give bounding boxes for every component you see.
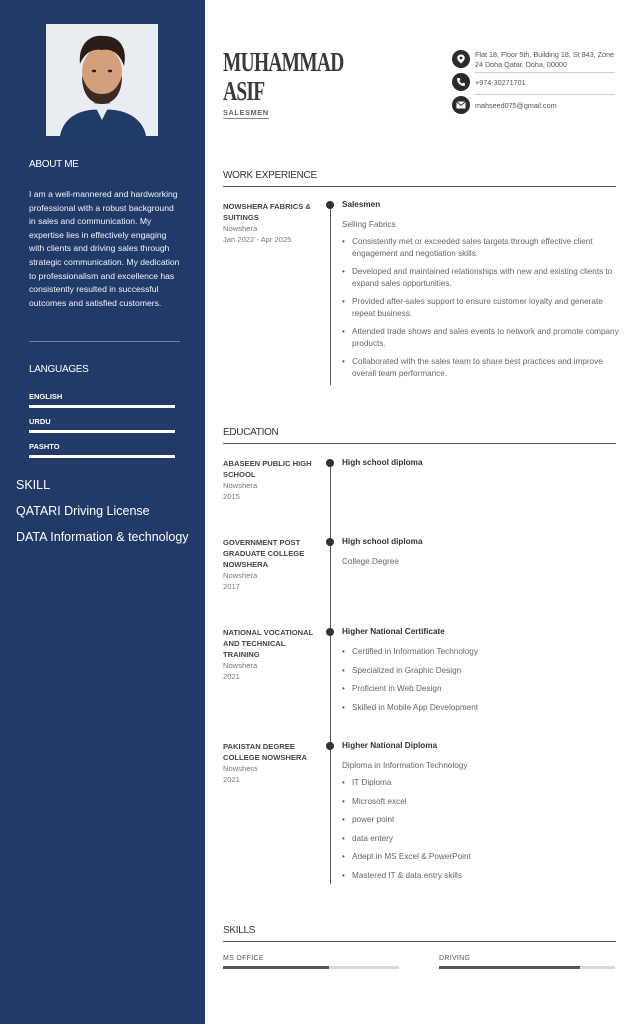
list-item: • Microsoft excel: [342, 796, 622, 808]
timeline-dot: [326, 538, 334, 546]
school-date: 2021: [223, 775, 240, 784]
job-bullets: [342, 236, 622, 379]
timeline-line: [330, 462, 331, 884]
job-role: SALESMEN: [223, 108, 269, 117]
skill-name: DRIVING: [439, 955, 471, 962]
language-item: [29, 392, 175, 408]
list-item: • Adept in MS Excel & PowerPoint: [342, 851, 622, 863]
language-level-bar: [29, 405, 175, 408]
education-entry-meta: [223, 458, 323, 502]
language-item: [29, 417, 175, 433]
employer-name: NOWSHERA FABRICS & SUITINGS: [223, 202, 311, 222]
languages-heading: LANGUAGES: [29, 364, 89, 375]
phone-text: +974-30271701: [475, 78, 526, 87]
work-entry-meta: [223, 201, 323, 245]
degree-title: Higher National Diploma: [342, 741, 438, 750]
degree-title: High school diploma: [342, 537, 423, 546]
school-date: 2021: [223, 672, 240, 681]
list-item: • Provided after-sales support to ensure customer loyalty and generate repeat business.: [342, 296, 622, 319]
degree-subtitle: College Degree: [342, 557, 399, 566]
degree-subtitle: Diploma in Information Technology: [342, 761, 468, 770]
work-entry-details: [342, 199, 622, 386]
list-item: • Consistently met or exceeded sales targets through effective client engagement and negotiation skills.: [342, 236, 622, 259]
school-location: Nowshera: [223, 764, 258, 773]
timeline-line: [330, 205, 331, 385]
school-location: Nowshera: [223, 571, 258, 580]
language-name: URDU: [29, 417, 51, 426]
section-rule: [223, 941, 616, 942]
timeline-dot: [326, 201, 334, 209]
list-item: • Skilled in Mobile App Development: [342, 702, 622, 714]
school-name: GOVERNMENT POST GRADUATE COLLEGE NOWSHERA: [223, 538, 305, 569]
employer-location: Nowshera: [223, 224, 258, 233]
education-entry-details: [342, 457, 622, 469]
language-item: [29, 442, 175, 458]
envelope-icon: [452, 96, 470, 114]
section-rule: [223, 443, 616, 444]
school-location: Nowshera: [223, 481, 258, 490]
sidebar-skill-item: QATARI Driving License: [16, 504, 150, 518]
first-name: MUHAMMAD: [223, 47, 344, 77]
sidebar-skill-item: DATA Information & technology: [16, 530, 189, 544]
work-experience-heading: WORK EXPERIENCE: [223, 170, 317, 181]
timeline-dot: [326, 628, 334, 636]
contact-divider: [475, 72, 615, 73]
list-item: • IT Diploma: [342, 777, 622, 789]
job-subtitle: Selling Fabrics: [342, 220, 396, 229]
timeline-dot: [326, 459, 334, 467]
education-entry-meta: [223, 627, 323, 682]
list-item: • power point: [342, 814, 622, 826]
phone-icon: [452, 73, 470, 91]
list-item: • data entery: [342, 833, 622, 845]
school-name: NATIONAL VOCATIONAL AND TECHNICAL TRAINING: [223, 628, 314, 659]
education-entry-details: [342, 536, 622, 568]
list-item: • Mastered IT & data entry skills: [342, 870, 622, 882]
school-name: PAKISTAN DEGREE COLLEGE NOWSHERA: [223, 742, 307, 762]
location-pin-icon: [452, 50, 470, 68]
school-date: 2017: [223, 582, 240, 591]
profile-photo: [46, 24, 158, 136]
school-date: 2015: [223, 492, 240, 501]
employment-date: Jan 2022 - Apr 2025: [223, 235, 292, 244]
about-text: I am a well-mannered and hardworking professional with a robust background in sales and communication. My expertise lies in effectively engaging with clients and driving sales through strategic communication. My dedication to professionalism and excellence has consistently resulted in successful outcomes and satisfied customers.: [29, 189, 180, 308]
language-level-bar: [29, 455, 175, 458]
degree-bullets: [342, 646, 622, 713]
education-entry-meta: [223, 537, 323, 592]
language-name: ENGLISH: [29, 392, 63, 401]
sidebar-divider: [29, 341, 180, 342]
list-item: • Specialized in Graphic Design: [342, 665, 622, 677]
skills-heading: SKILLS: [223, 925, 256, 936]
education-entry-meta: [223, 741, 323, 785]
school-name: ABASEEN PUBLIC HIGH SCHOOL: [223, 459, 312, 479]
list-item: • Collaborated with the sales team to share best practices and improve overall team performance.: [342, 356, 622, 379]
skill-name: MS OFFICE: [223, 955, 264, 962]
language-level-bar: [29, 430, 175, 433]
education-heading: EDUCATION: [223, 427, 279, 438]
language-name: PASHTO: [29, 442, 60, 451]
skill-level-fill: [223, 966, 329, 969]
email-text[interactable]: mahseed075@gmail.com: [475, 101, 557, 110]
degree-title: High school diploma: [342, 458, 423, 467]
degree-title: Higher National Certificate: [342, 627, 445, 636]
skill-item: [223, 955, 399, 969]
list-item: • Developed and maintained relationships with new and existing clients to expand sales opportunities.: [342, 266, 622, 289]
education-entry-details: [342, 626, 622, 720]
sidebar: [0, 0, 205, 1024]
contact-divider: [475, 94, 615, 95]
list-item: • Attended trade shows and sales events to network and promote company products.: [342, 326, 622, 349]
timeline-dot: [326, 742, 334, 750]
skill-item: [439, 955, 615, 969]
degree-bullets: [342, 777, 622, 881]
list-item: • Certified in Information Technology: [342, 646, 622, 658]
about-heading: ABOUT ME: [29, 159, 79, 170]
school-location: Nowshera: [223, 661, 258, 670]
skill-level-fill: [439, 966, 580, 969]
section-rule: [223, 186, 616, 187]
list-item: • Proficient in Web Design: [342, 683, 622, 695]
education-entry-details: [342, 740, 622, 888]
sidebar-skill-heading: SKILL: [16, 478, 51, 492]
job-title: Salesmen: [342, 200, 381, 209]
address-text: Flat 18, Floor 5th, Building 18, St 843, Zone 24 Doha Qatar, Doha, 00000: [475, 50, 615, 69]
skill-track: [223, 966, 399, 969]
skill-track: [439, 966, 615, 969]
last-name: ASIF: [223, 76, 265, 106]
